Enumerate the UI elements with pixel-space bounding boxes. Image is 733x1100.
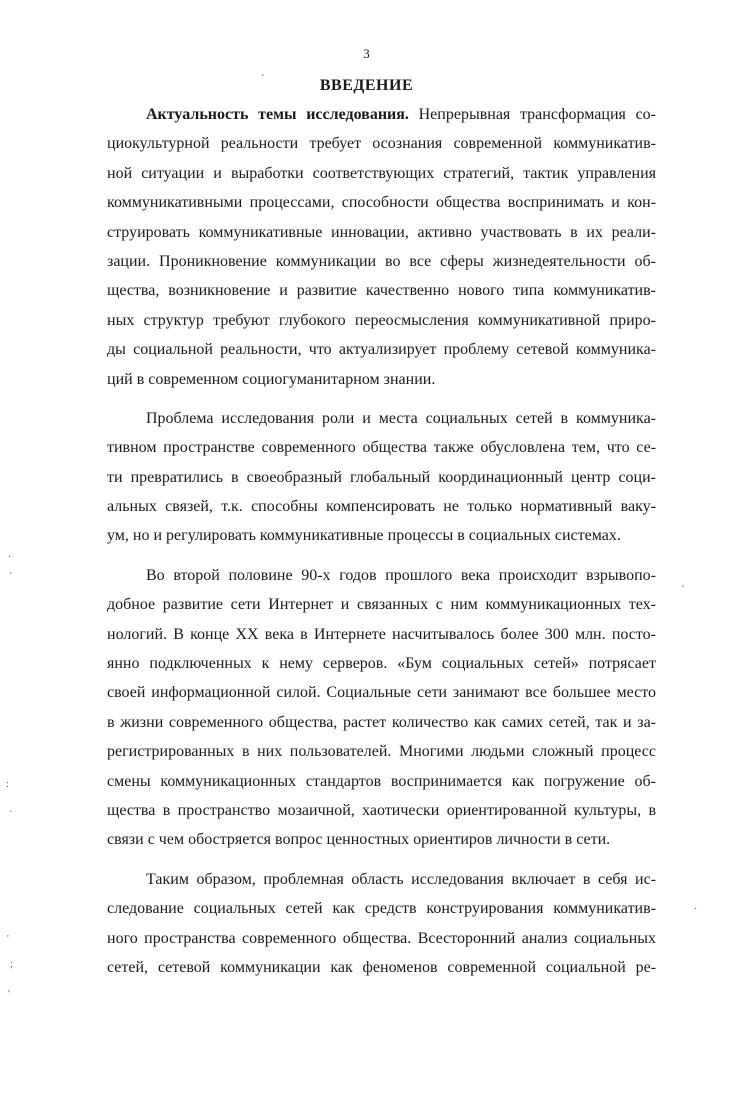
scan-speck: · xyxy=(694,904,698,915)
text-line: сетей, сетевой коммуникации как феноменов современной социальной ре- xyxy=(107,958,656,976)
scan-speck: · xyxy=(9,807,13,818)
text-line: Актуальность темы исследования. Непрерывная трансформация со- xyxy=(146,106,656,123)
text-line: коммуникативными процессами, способности общества воспринимать и кон- xyxy=(107,194,656,212)
text-line: янно подключенных к нему серверов. «Бум социальных сетей» потрясает xyxy=(107,655,656,673)
text-line: Во второй половине 90-х годов прошлого века происходит взрывопо- xyxy=(146,566,656,584)
text-line: щества в пространство мозаичной, хаотически ориентированной культуры, в xyxy=(107,801,656,819)
text-line: Таким образом, проблемная область исследования включает в себя ис- xyxy=(146,870,656,888)
text-line: альных связей, т.к. способны компенсировать не только нормативный ваку- xyxy=(107,498,656,516)
body-text xyxy=(107,100,656,982)
scan-speck: · xyxy=(8,552,12,563)
text-line: ного пространства современного общества. Всесторонний анализ социальных xyxy=(107,929,656,947)
text-line: струировать коммуникативные инновации, активно участвовать в их реали- xyxy=(107,223,656,241)
scan-speck: ' xyxy=(262,73,264,84)
text-line: ных структур требуют глубокого переосмысления коммуникативной приро- xyxy=(107,311,656,329)
scan-speck: ; xyxy=(10,959,13,970)
text-line: ной ситуации и выработки соответствующих стратегий, тактик управления xyxy=(107,164,656,182)
scan-speck: ' xyxy=(10,571,12,582)
text-line: тивном пространстве современного общества также обусловлена тем, что се- xyxy=(107,439,656,457)
scan-speck: ' xyxy=(7,934,9,945)
paragraph-lead: Актуальность темы исследования. xyxy=(146,106,409,123)
text-line: щества, возникновение и развитие качественно нового типа коммуникатив- xyxy=(107,282,656,300)
text-line: регистрированных в них пользователей. Многими людьми сложный процесс xyxy=(107,743,656,761)
text-line: Проблема исследования роли и места социальных сетей в коммуника- xyxy=(146,409,656,427)
text-line: в жизни современного общества, растет количество как самих сетей, так и за- xyxy=(107,713,656,731)
text-line: нологий. В конце XX века в Интернете насчитывалось более 300 млн. посто- xyxy=(107,625,656,643)
text-line: связи с чем обостряется вопрос ценностных ориентиров личности в сети. xyxy=(107,831,611,849)
page-number: 3 xyxy=(363,46,370,61)
text-line: ум, но и регулировать коммуникативные процессы в социальных системах. xyxy=(107,527,621,545)
scan-speck: : xyxy=(6,779,9,790)
scan-speck: ' xyxy=(8,989,10,1000)
section-heading: ВВЕДЕНИЕ xyxy=(319,77,414,94)
scan-speck: ' xyxy=(682,584,684,595)
text-line: своей информационной силой. Социальные сети занимают все большее место xyxy=(107,684,656,702)
text-line: следование социальных сетей как средств конструирования коммуникатив- xyxy=(107,900,656,918)
text-line: циокультурной реальности требует осознания современной коммуникатив- xyxy=(107,135,656,153)
text-line: зации. Проникновение коммуникации во все сферы жизнедеятельности об- xyxy=(107,252,656,270)
text-line: добное развитие сети Интернет и связанных с ним коммуникационных тех- xyxy=(107,596,656,614)
text-line: ти превратились в своеобразный глобальный координационный центр соци- xyxy=(107,468,656,486)
text-line: смены коммуникационных стандартов воспринимается как погружение об- xyxy=(107,772,656,790)
text-line: ды социальной реальности, что актуализирует проблему сетевой коммуника- xyxy=(107,341,656,359)
text-line: ций в современном социогуманитарном знании. xyxy=(107,370,436,388)
